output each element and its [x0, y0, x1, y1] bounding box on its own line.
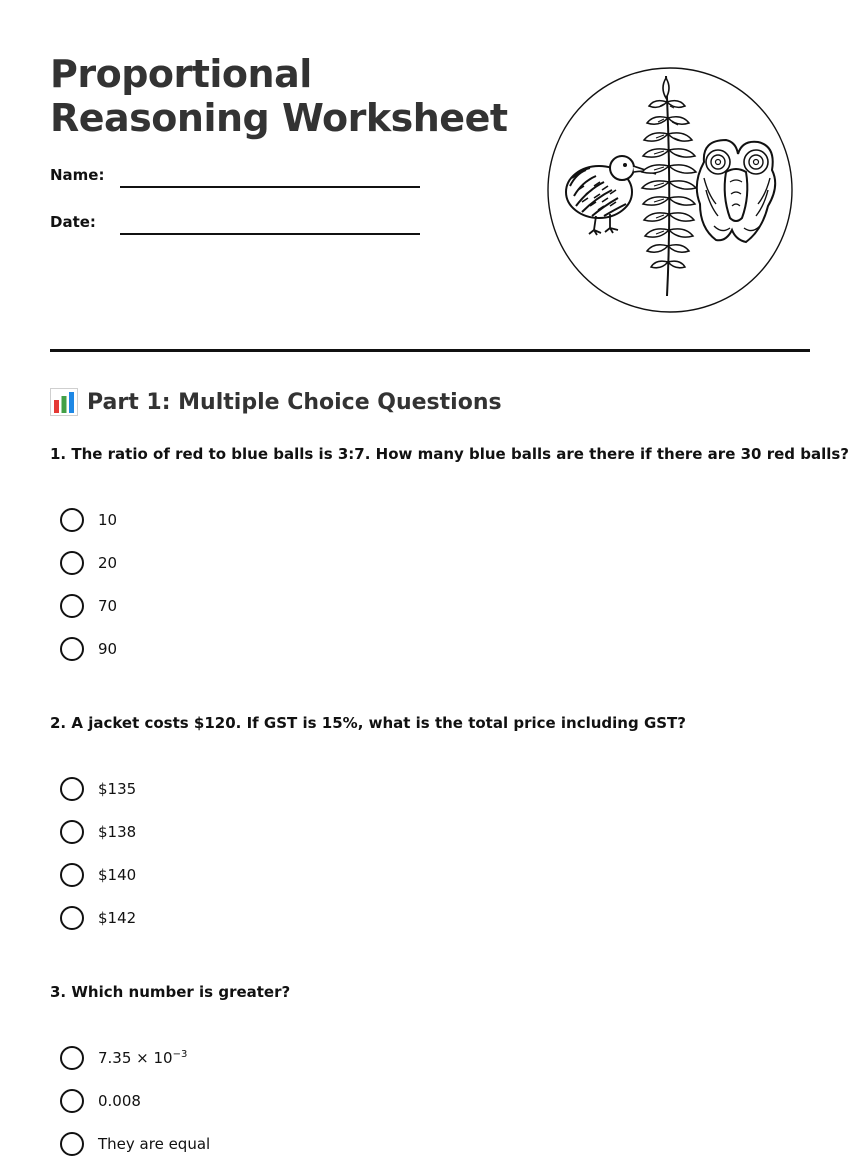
answer-option[interactable]	[60, 1122, 210, 1165]
nz-emblem	[546, 66, 794, 314]
date-line[interactable]	[120, 233, 420, 235]
answer-option[interactable]	[60, 498, 117, 541]
answer-option[interactable]	[60, 1079, 210, 1122]
question-2	[50, 713, 820, 927]
answer-option[interactable]	[60, 853, 136, 896]
answer-option[interactable]	[60, 896, 136, 939]
option-exponent: −3	[172, 1048, 188, 1060]
question-text: 1. The ratio of red to blue balls is 3:7. How many blue balls are there if there are 30 red balls?	[50, 445, 849, 463]
option-label: 70	[98, 596, 118, 615]
bar-chart-icon	[50, 388, 78, 416]
section-divider	[50, 349, 810, 352]
radio-button[interactable]	[60, 1089, 84, 1113]
date-field[interactable]	[50, 211, 430, 235]
radio-button[interactable]	[60, 594, 84, 618]
section-heading	[50, 388, 502, 416]
answer-options	[60, 1036, 210, 1165]
answer-option[interactable]	[60, 810, 136, 853]
answer-option[interactable]	[60, 584, 117, 627]
radio-button[interactable]	[60, 551, 84, 575]
radio-button[interactable]	[60, 1046, 84, 1070]
question-text: 3. Which number is greater?	[50, 983, 291, 1001]
option-label: $142	[98, 908, 137, 927]
option-label	[98, 1049, 187, 1067]
option-label: $135	[98, 779, 137, 798]
radio-button[interactable]	[60, 637, 84, 661]
option-label: $138	[98, 822, 137, 841]
name-line[interactable]	[120, 186, 420, 188]
answer-options	[60, 767, 136, 939]
answer-option[interactable]	[60, 767, 136, 810]
name-field[interactable]	[50, 164, 430, 188]
radio-button[interactable]	[60, 777, 84, 801]
radio-button[interactable]	[60, 820, 84, 844]
name-label: Name:	[50, 166, 105, 184]
worksheet-header	[50, 52, 810, 314]
option-label: 20	[98, 553, 118, 572]
answer-option[interactable]	[60, 1036, 210, 1079]
option-base: 7.35 × 10	[98, 1048, 173, 1067]
section-title: Part 1: Multiple Choice Questions	[87, 389, 502, 415]
radio-button[interactable]	[60, 863, 84, 887]
option-label: They are equal	[98, 1134, 211, 1153]
question-1	[50, 444, 849, 658]
question-text: 2. A jacket costs $120. If GST is 15%, what is the total price including GST?	[50, 714, 686, 732]
option-label: 90	[98, 639, 118, 658]
page-title: Proportional Reasoning Worksheet	[50, 52, 508, 140]
option-label: $140	[98, 865, 137, 884]
option-label: 0.008	[98, 1091, 141, 1110]
date-label: Date:	[50, 213, 96, 231]
answer-option[interactable]	[60, 541, 117, 584]
answer-option[interactable]	[60, 627, 117, 670]
radio-button[interactable]	[60, 1132, 84, 1156]
radio-button[interactable]	[60, 508, 84, 532]
option-label: 10	[98, 510, 118, 529]
answer-options	[60, 498, 117, 670]
radio-button[interactable]	[60, 906, 84, 930]
